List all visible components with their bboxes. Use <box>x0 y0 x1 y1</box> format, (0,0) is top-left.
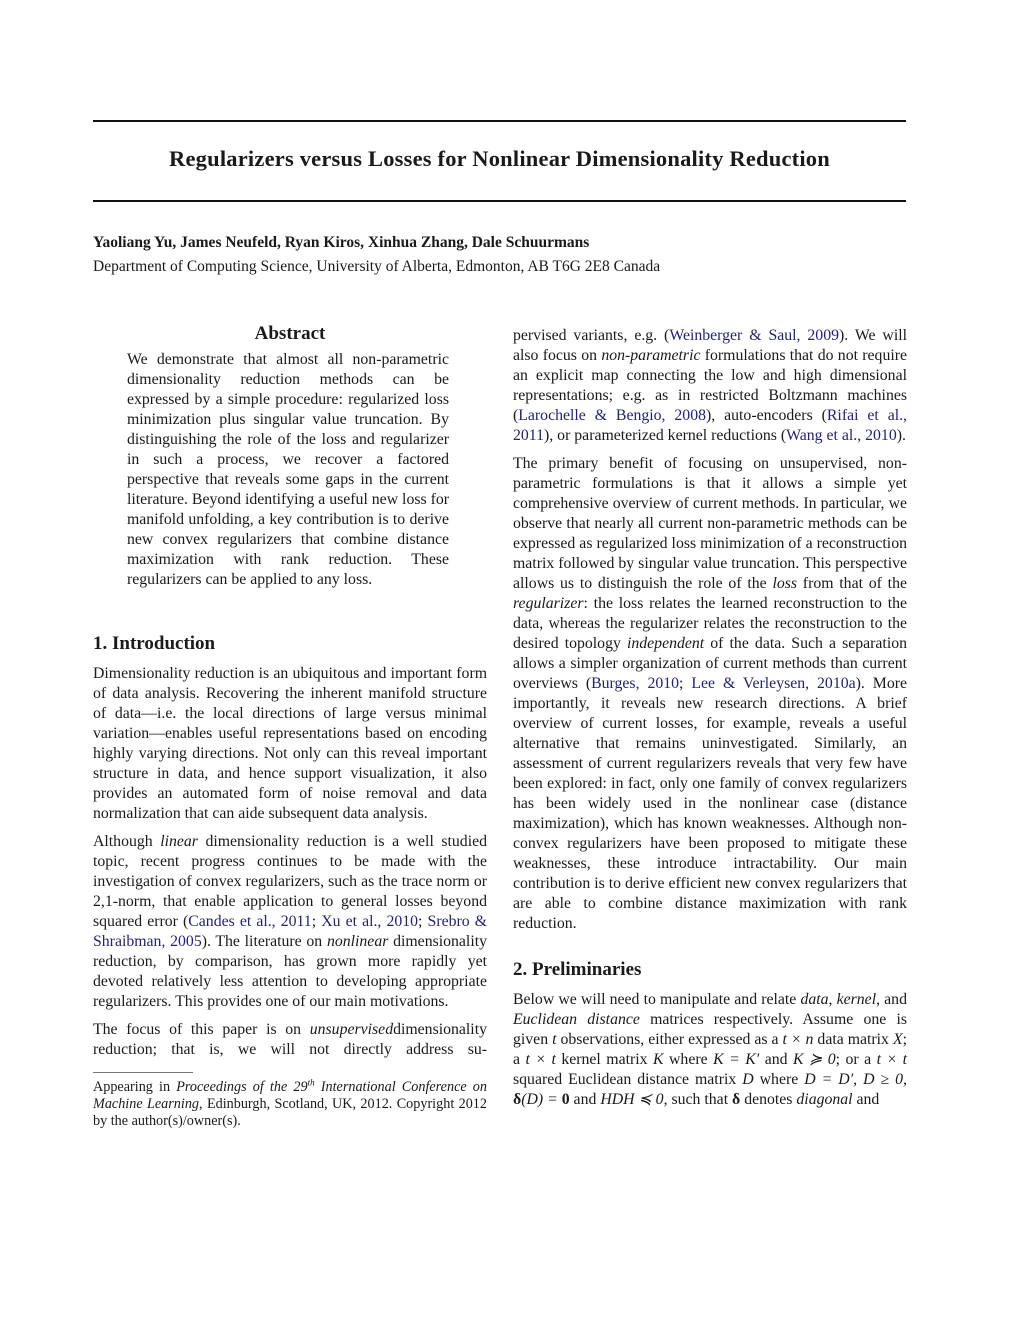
citation-link[interactable]: Wang et al., 2010 <box>786 427 897 444</box>
footnote-rule <box>93 1072 193 1073</box>
citation-link[interactable]: Lee & Verleysen, 2010a <box>691 675 856 692</box>
intro-paragraph-3-cont: pervised variants, e.g. (Weinberger & Saul, 2009). We will also focus on non-parametric formulations that do not require an explicit map connecting the low and high dimensional representations; e.g. as in restricted Boltzmann machines (Larochelle & Bengio, 2008), auto-encoders (Rifai et al., 2011), or parameterized kernel reductions (Wang et al., 2010). <box>513 327 908 444</box>
abstract-text: We demonstrate that almost all non-parametric dimensionality reduction methods can be expressed by a simple procedure: regularized loss minimization plus singular value truncation. By distinguishing the role of the loss and regularizer in such a process, we recover a factored perspective that reveals some gaps in the current literature. Beyond identifying a useful new loss for manifold unfolding, a key contribution is to derive new convex regularizers that combine distance maximization with rank reduction. These regularizers can be applied to any loss. <box>127 351 450 588</box>
title-rule-top <box>93 120 906 122</box>
footnote: Appearing in Proceedings of the 29th International Conference on Machine Learning, Edinburgh, Scotland, UK, 2012. Copyright 2012 by the author(s)/owner(s). <box>93 1077 487 1129</box>
intro-paragraph-4: The primary benefit of focusing on unsupervised, non-parametric formulations is that it allows a simple yet comprehensive overview of current methods. In particular, we observe that nearly all current non-parametric methods can be expressed as regularized loss minimization of a reconstruction matrix followed by singular value truncation. This perspective allows us to distinguish the role of the loss from that of the regularizer: the loss relates the learned reconstruction to the data, whereas the regularizer relates the reconstruction to the desired topology independent of the data. Such a separation allows a simpler organization of current methods than current overviews (Burges, 2010; Lee & Verleysen, 2010a). More importantly, it reveals new research directions. A brief overview of current losses, for example, reveals a useful alternative that remains uninvestigated. Similarly, an assessment of current regularizers reveals that very few have been explored: in fact, only one family of convex regularizers has been widely used in the nonlinear case (distance maximization), which has known weaknesses. Although non-convex regularizers have been proposed to mitigate these weaknesses, these introduce intractability. Our main contribution is to derive efficient new convex regularizers that are able to combine distance maximization with rank reduction. <box>513 455 907 932</box>
section-heading-introduction: 1. Introduction <box>93 633 216 654</box>
citation-link[interactable]: Burges, 2010 <box>591 675 680 692</box>
left-column <box>93 322 487 1130</box>
section-heading-preliminaries: 2. Preliminaries <box>513 959 642 980</box>
citation-link[interactable]: Xu et al., 2010 <box>321 913 419 930</box>
intro-paragraph-1: Dimensionality reduction is an ubiquitous and important form of data analysis. Recovering the inherent manifold structure of data—i.e. the local directions of large versus minimal variation—enables useful representations based on encoding highly varying directions. Not only can this reveal important structure in data, and hence support visualization, it also provides an automated form of noise removal and data normalization that can aide subsequent data analysis. <box>93 665 487 822</box>
citation-link[interactable]: Rifai et al., 2011 <box>513 407 907 444</box>
paper-title: Regularizers versus Losses for Nonlinear Dimensionality Reduction <box>169 146 830 171</box>
right-column <box>513 326 907 1110</box>
affiliation: Department of Computing Science, University of Alberta, Edmonton, AB T6G 2E8 Canada <box>93 258 661 275</box>
abstract-heading: Abstract <box>254 323 326 344</box>
citation-link[interactable]: Larochelle & Bengio, 2008 <box>518 407 706 424</box>
intro-paragraph-3-start: The focus of this paper is on unsuperviseddimensionality reduction; that is, we will not directly address su- <box>93 1021 487 1058</box>
prelim-paragraph-1: Below we will need to manipulate and relate data, kernel, and Euclidean distance matrices respectively. Assume one is given t observations, either expressed as a t × n data matrix X; a t × t kernel matrix K where K = K′ and K ≽ 0; or a t × t squared Euclidean distance matrix D where D = D′, D ≥ 0, δ(D) = 0 and HDH ≼ 0, such that δ denotes diagonal and <box>513 991 907 1108</box>
citation-link[interactable]: Weinberger & Saul, 2009 <box>669 327 839 344</box>
title-rule-bottom <box>93 200 906 202</box>
citation-link[interactable]: Candes et al., 2011 <box>188 913 312 930</box>
author-list: Yaoliang Yu, James Neufeld, Ryan Kiros, Xinhua Zhang, Dale Schuurmans <box>93 234 590 251</box>
intro-paragraph-2: Although linear dimensionality reduction is a well studied topic, recent progress continues to be made with the investigation of convex regularizers, such as the trace norm or 2,1-norm, that enable application to general losses beyond squared error (Candes et al., 2011; Xu et al., 2010; Srebro & Shraibman, 2005). The literature on nonlinear dimensionality reduction, by comparison, has grown more rapidly yet devoted relatively less attention to developing appropriate regularizers. This provides one of our main motivations. <box>93 833 488 1010</box>
citation-link[interactable]: Srebro & Shraibman, 2005 <box>93 913 488 950</box>
